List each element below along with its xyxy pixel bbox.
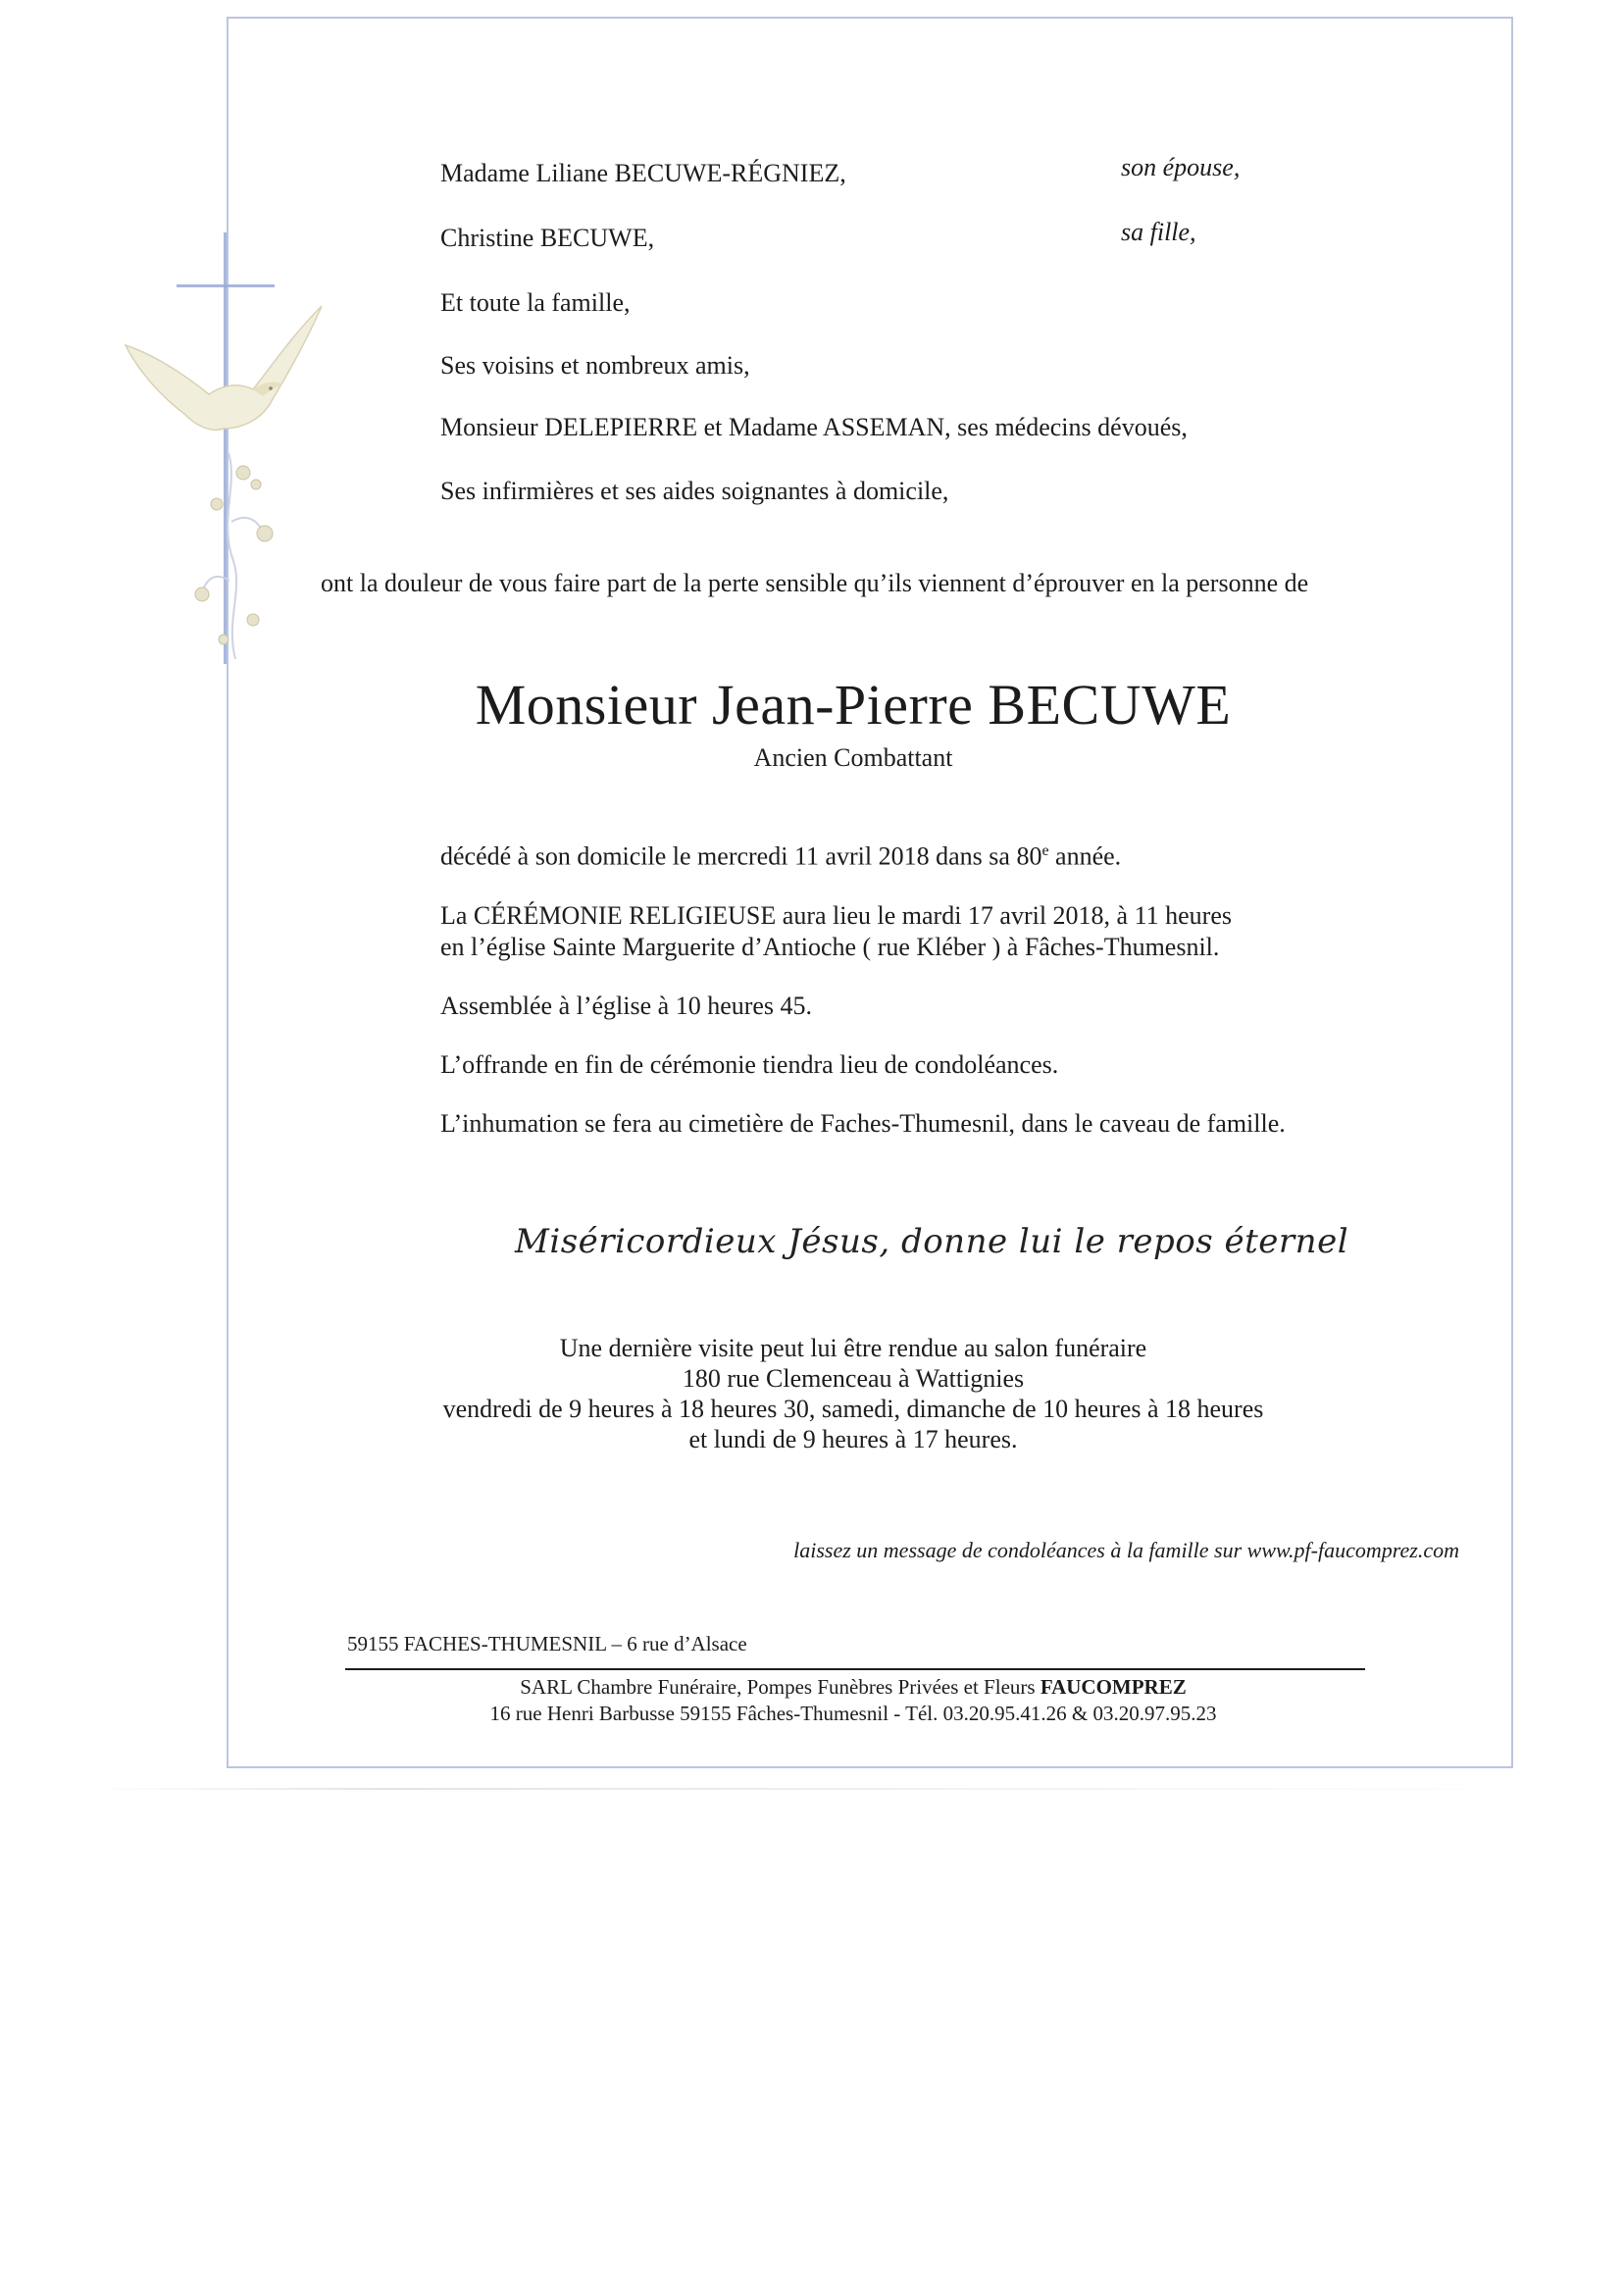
family-row [440,350,1274,383]
visit-info [0,1333,1624,1454]
family-row [440,476,1274,509]
condolence-website-link[interactable]: laissez un message de condoléances à la famille sur www.pf-faucomprez.com [793,1538,1459,1562]
family-member-relation: son épouse, [1121,153,1241,181]
ceremony-line: La CÉRÉMONIE RELIGIEUSE aura lieu le mardi 17 avril 2018, à 11 heures [440,900,1232,930]
burial-note: L’inhumation se fera au cimetière de Faches-Thumesnil, dans le caveau de famille. [440,1108,1286,1138]
assembly-time: Assemblée à l’église à 10 heures 45. [440,991,813,1020]
company-brand: FAUCOMPREZ [1040,1675,1187,1699]
deceased-name: Monsieur Jean-Pierre BECUWE [475,673,1232,737]
offering-note: L’offrande en fin de cérémonie tiendra lieu de condoléances. [440,1049,1059,1079]
family-member-name: Madame Liliane BECUWE-RÉGNIEZ, [440,159,846,187]
family-row [440,153,1274,191]
family-member-name: Christine BECUWE, [440,224,655,252]
company-info [0,1674,1624,1727]
prayer-line: Miséricordieux Jésus, donne lui le repos éternel [515,1222,1349,1261]
family-row [440,218,1274,256]
intro-sentence: ont la douleur de vous faire part de la perte sensible qu’ils viennent d’éprouver en la personne de [321,569,1309,597]
family-member-name: Ses voisins et nombreux amis, [440,351,750,380]
company-name-line: SARL Chambre Funéraire, Pompes Funèbres Privées et Fleurs FAUCOMPREZ [520,1675,1187,1699]
ceremony-details [440,836,1421,1140]
company-address: 16 rue Henri Barbusse 59155 Fâches-Thumesnil - Tél. 03.20.95.41.26 & 03.20.97.95.23 [489,1702,1217,1725]
family-row [440,412,1274,445]
family-row [440,287,1274,321]
deceased-title: Ancien Combattant [753,743,953,772]
footer-divider [345,1668,1365,1670]
branch-address: 59155 FACHES-THUMESNIL – 6 rue d’Alsace [347,1632,747,1655]
family-member-name: Et toute la famille, [440,288,631,317]
visit-hours-monday: et lundi de 9 heures à 17 heures. [688,1425,1018,1453]
ceremony-location: en l’église Sainte Marguerite d’Antioche ( rue Kléber ) à Fâches-Thumesnil. [440,932,1220,961]
visit-address: 180 rue Clemenceau à Wattignies [682,1364,1025,1393]
cross-dove-icon [116,228,336,679]
family-member-name: Ses infirmières et ses aides soignantes à domicile, [440,477,949,505]
family-member-name: Monsieur DELEPIERRE et Madame ASSEMAN, ses médecins dévoués, [440,413,1188,441]
visit-line: Une dernière visite peut lui être rendue au salon funéraire [559,1334,1147,1362]
scan-edge-line [93,1788,1535,1790]
family-member-relation: sa fille, [1121,218,1196,246]
visit-hours: vendredi de 9 heures à 18 heures 30, samedi, dimanche de 10 heures à 18 heures [442,1395,1264,1423]
death-statement: décédé à son domicile le mercredi 11 avril 2018 dans sa 80e année. [440,841,1122,871]
